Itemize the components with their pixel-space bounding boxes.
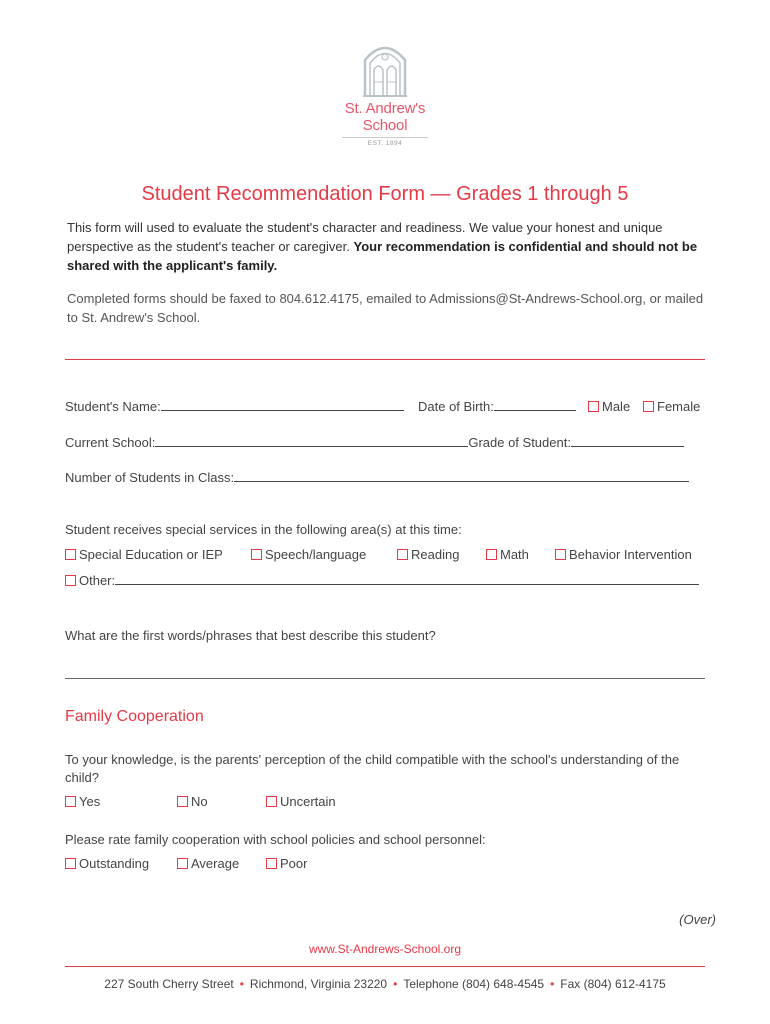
grade-label: Grade of Student: xyxy=(468,435,571,450)
form-title: Student Recommendation Form — Grades 1 through 5 xyxy=(141,183,629,205)
family-question-1: To your knowledge, is the parents' perception of the child compatible with the school's understanding of the child? xyxy=(65,752,680,785)
school-logo xyxy=(340,38,430,147)
service-option-speech[interactable] xyxy=(251,547,366,562)
logo-rule xyxy=(342,137,428,138)
q2-label: Poor xyxy=(280,856,308,871)
male-checkbox[interactable] xyxy=(588,401,599,412)
dob-row xyxy=(418,399,576,414)
female-label: Female xyxy=(657,399,701,414)
other-field[interactable] xyxy=(115,573,699,585)
q2-option-poor[interactable] xyxy=(266,856,307,871)
num-students-field[interactable] xyxy=(234,470,689,482)
describe-prompt: What are the first words/phrases that best describe this student? xyxy=(65,628,436,643)
dob-field[interactable] xyxy=(494,399,576,411)
q2-checkbox[interactable] xyxy=(177,858,188,869)
footer-city: Richmond, Virginia 23220 xyxy=(249,977,388,991)
service-checkbox[interactable] xyxy=(555,549,566,560)
q1-checkbox[interactable] xyxy=(65,796,76,807)
grade-field[interactable] xyxy=(571,435,684,447)
dob-label: Date of Birth: xyxy=(418,399,494,414)
logo-est: EST. 1894 xyxy=(367,140,403,147)
current-school-row xyxy=(65,435,684,450)
q2-checkbox[interactable] xyxy=(266,858,277,869)
female-checkbox[interactable] xyxy=(643,401,654,412)
q1-label: No xyxy=(191,794,208,809)
service-checkbox[interactable] xyxy=(486,549,497,560)
service-label: Reading xyxy=(411,547,460,562)
num-students-row xyxy=(65,470,689,485)
service-label: Special Education or IEP xyxy=(79,547,223,562)
student-name-field[interactable] xyxy=(161,399,404,411)
intro-bold-text: Your recommendation is confidential and should not be shared with the applicant's family. xyxy=(67,239,698,273)
service-option-other[interactable] xyxy=(65,573,699,588)
service-label: Speech/language xyxy=(265,547,367,562)
bullet-separator: • xyxy=(393,977,398,991)
current-school-label: Current School: xyxy=(65,435,156,450)
current-school-field[interactable] xyxy=(155,435,468,447)
logo-name-line1: St. Andrew's xyxy=(344,100,426,117)
service-checkbox[interactable] xyxy=(65,575,76,586)
service-option-math[interactable] xyxy=(486,547,529,562)
footer-contact xyxy=(0,977,770,991)
male-label: Male xyxy=(602,399,631,414)
q2-label: Outstanding xyxy=(79,856,150,871)
service-checkbox[interactable] xyxy=(251,549,262,560)
service-checkbox[interactable] xyxy=(65,549,76,560)
service-label: Math xyxy=(500,547,529,562)
service-label: Behavior Intervention xyxy=(569,547,692,562)
service-option-reading[interactable] xyxy=(397,547,459,562)
other-label: Other: xyxy=(79,573,116,588)
bullet-separator: • xyxy=(239,977,244,991)
section-divider xyxy=(65,359,705,360)
footer-fax: Fax (804) 612-4175 xyxy=(560,977,666,991)
q1-label: Yes xyxy=(79,794,101,809)
bullet-separator: • xyxy=(550,977,555,991)
q2-checkbox[interactable] xyxy=(65,858,76,869)
footer-address: 227 South Cherry Street xyxy=(104,977,234,991)
q1-option-yes[interactable] xyxy=(65,794,100,809)
q2-label: Average xyxy=(191,856,240,871)
q1-option-no[interactable] xyxy=(177,794,208,809)
student-name-label: Student's Name: xyxy=(65,399,161,414)
student-name-row xyxy=(65,399,404,414)
q1-checkbox[interactable] xyxy=(266,796,277,807)
service-checkbox[interactable] xyxy=(397,549,408,560)
website-link[interactable]: www.St-Andrews-School.org xyxy=(308,942,462,956)
footer-divider xyxy=(65,966,705,967)
q2-option-outstanding[interactable] xyxy=(65,856,149,871)
num-students-label: Number of Students in Class: xyxy=(65,470,235,485)
female-option[interactable] xyxy=(643,399,700,414)
q2-option-average[interactable] xyxy=(177,856,239,871)
male-option[interactable] xyxy=(588,399,630,414)
service-option-iep[interactable] xyxy=(65,547,223,562)
logo-name-line2: School xyxy=(362,117,408,134)
family-question-2: Please rate family cooperation with school policies and school personnel: xyxy=(65,832,486,847)
services-prompt: Student receives special services in the following area(s) at this time: xyxy=(65,522,462,537)
describe-answer-line[interactable] xyxy=(65,678,705,679)
chapel-window-icon xyxy=(361,38,409,98)
submit-info: Completed forms should be faxed to 804.612.4175, emailed to Admissions@St-Andrews-School.org, or mailed to St. Andrew's School. xyxy=(67,291,704,325)
service-option-behavior[interactable] xyxy=(555,547,692,562)
q1-option-uncertain[interactable] xyxy=(266,794,336,809)
family-cooperation-heading: Family Cooperation xyxy=(65,708,204,725)
intro-paragraph xyxy=(67,218,707,275)
q1-label: Uncertain xyxy=(280,794,336,809)
footer-phone: Telephone (804) 648-4545 xyxy=(403,977,545,991)
over-note: (Over) xyxy=(679,912,716,927)
q1-checkbox[interactable] xyxy=(177,796,188,807)
intro-text: This form will used to evaluate the student's character and readiness. We value your honest and unique perspective as the student's teacher or caregiver. xyxy=(67,220,663,254)
